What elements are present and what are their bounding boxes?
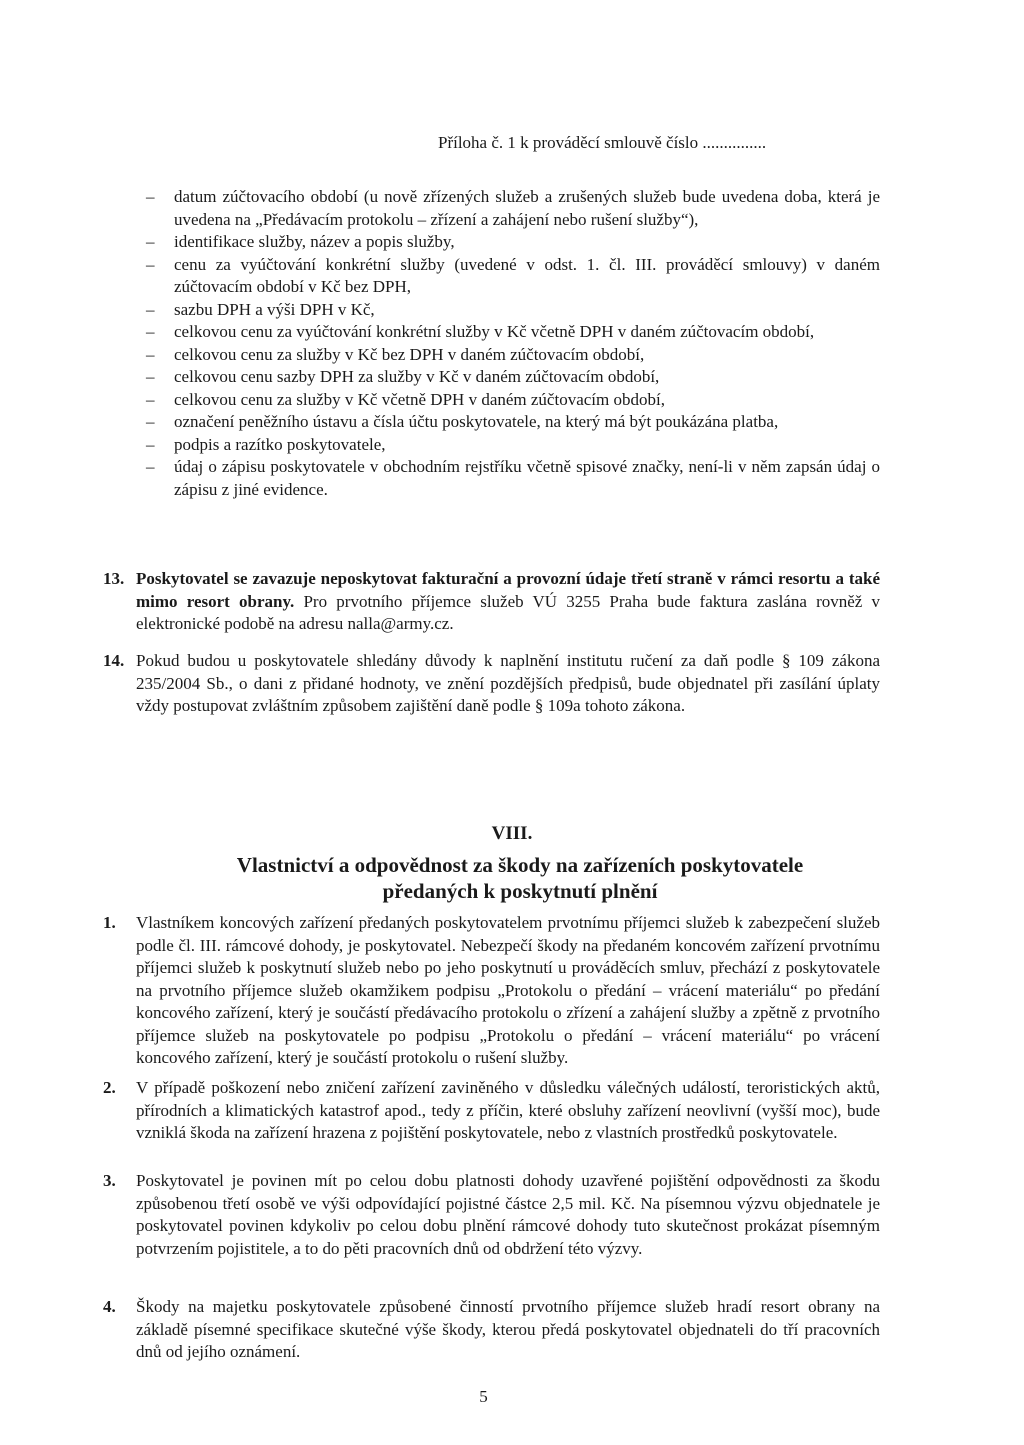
section-title-line-1: Vlastnictví a odpovědnost za škody na zařízeních poskytovatele (236, 853, 804, 877)
paragraph-number: 3. (103, 1171, 116, 1190)
dash-marker: – (146, 412, 155, 431)
list-item: – datum zúčtovacího období (u nově zřízených služeb a zrušených služeb bude uvedena doba, která je uvedena na „Předávacím protokolu – zřízení a zahájení nebo rušení služby“), (146, 187, 880, 229)
paragraph-text: Poskytovatel je povinen mít po celou dobu platnosti dohody uzavřené pojištění odpovědnosti za škodu způsobenou třetí osobě ve výši odpovídající pojistné částce 2,5 mil. Kč. Na písemnou výzvu objednatele je poskytovatel povinen kdykoliv po celou dobu plnění rámcové dohody tuto skutečnost prokázat písemným potvrzením pojistitele, a to do pěti pracovních dnů od obdržení této výzvy. (136, 1171, 880, 1258)
bold-clause: Poskytovatel se zavazuje neposkytovat fakturační a provozní údaje třetí straně v rámci resortu a také mimo resort obrany. (136, 569, 880, 611)
dash-marker: – (146, 232, 155, 251)
list-item: – celkovou cenu za vyúčtování konkrétní služby v Kč včetně DPH v daném zúčtovacím období, (146, 321, 880, 344)
dash-marker: – (146, 389, 155, 409)
page-number: 5 (479, 1387, 488, 1406)
list-item: – údaj o zápisu poskytovatele v obchodním rejstříku včetně spisové značky, není-li v něm zapsán údaj o zápisu z jiné evidence. (146, 457, 880, 499)
dash-marker: – (146, 457, 155, 476)
paragraph-number: 1. (103, 913, 116, 932)
dash-marker: – (146, 187, 155, 206)
paragraph-text: V případě poškození nebo zničení zařízení zaviněného v důsledku válečných událostí, teroristických aktů, přírodních a klimatických katastrof apod., tedy z příčin, které obsluhy zařízení neovlivní (vyšší moc), bude vzniklá škoda na zařízení hrazena z pojištění poskytovatele, nebo z vlastních prostředků poskytovatele. (136, 1078, 880, 1142)
list-item: – celkovou cenu za služby v Kč včetně DPH v daném zúčtovacím období, (146, 389, 880, 412)
list-item: – podpis a razítko poskytovatele, (146, 434, 880, 457)
list-item: – sazbu DPH a výši DPH v Kč, (146, 299, 880, 322)
dash-marker: – (146, 299, 155, 319)
dash-marker: – (146, 434, 155, 454)
section-paragraph-1 (103, 912, 880, 1070)
dash-marker: – (146, 367, 155, 386)
list-item: – celkovou cenu sazby DPH za služby v Kč v daném zúčtovacím období, (146, 366, 880, 389)
section-title-line-2: předaných k poskytnutí plnění (382, 879, 658, 903)
paragraph-text: Pro prvotního příjemce služeb VÚ 3255 Praha bude faktura zaslána rovněž v elektronické podobě na adresu nalla@army.cz. (136, 591, 881, 633)
invoice-requirements-list (146, 186, 880, 501)
list-item: – označení peněžního ústavu a čísla účtu poskytovatele, na který má být poukázána platba, (146, 411, 880, 434)
section-paragraph-2 (103, 1077, 880, 1145)
paragraph-number: 13. (103, 569, 125, 588)
dash-marker: – (146, 344, 155, 364)
paragraph-number: 2. (103, 1078, 116, 1097)
section-number: VIII. (491, 823, 533, 844)
paragraph-13 (103, 568, 880, 636)
dash-marker: – (146, 254, 155, 274)
paragraph-text: Pokud budou u poskytovatele shledány důvody k naplnění institutu ručení za daň podle § 109 zákona 235/2004 Sb., o dani z přidané hodnoty, ve znění pozdějších předpisů, bude objednatel při zasílání úplaty vždy postupovat zvláštním způsobem zajištění daně podle § 109a tohoto zákona. (136, 651, 880, 715)
paragraph-text: Škody na majetku poskytovatele způsobené činností prvotního příjemce služeb hradí resort obrany na základě písemné specifikace skutečné výše škody, kterou předá poskytovatel objednateli do tří pracovních dnů od jejího oznámení. (136, 1297, 880, 1361)
paragraph-14 (103, 650, 880, 718)
paragraph-number: 14. (103, 651, 125, 670)
list-item: – cenu za vyúčtování konkrétní služby (uvedené v odst. 1. čl. III. prováděcí smlouvy) v daném zúčtovacím období v Kč bez DPH, (146, 254, 880, 296)
list-item: – identifikace služby, název a popis služby, (146, 231, 880, 254)
page-header: Příloha č. 1 k prováděcí smlouvě číslo ............... (438, 133, 767, 152)
list-item: – celkovou cenu za služby v Kč bez DPH v daném zúčtovacím období, (146, 344, 880, 367)
paragraph-number: 4. (103, 1297, 116, 1316)
dash-marker: – (146, 322, 155, 341)
paragraph-text: Vlastníkem koncových zařízení předaných poskytovatelem prvotnímu příjemci služeb k zabezpečení služeb podle čl. III. rámcové dohody, je poskytovatel. Nebezpečí škody na předaném koncovém zařízení prvotnímu příjemci služeb k poskytnutí služeb nebo po jeho poskytnutí u prováděcích smluv, přechází z poskytovatele na prvotního příjemce služeb okamžikem podpisu „Protokolu o předání – vrácení materiálu“ po předání koncového zařízení, který je součástí předávacího protokolu o zřízení a zahájení služby a zpětně z prvotního příjemce služeb na poskytovatele po podpisu „Protokolu o předání – vrácení materiálu“ po vrácení koncového zařízení, který je součástí protokolu o rušení služby. (136, 913, 880, 1067)
section-paragraph-3 (103, 1170, 880, 1260)
section-paragraph-4 (103, 1296, 880, 1364)
